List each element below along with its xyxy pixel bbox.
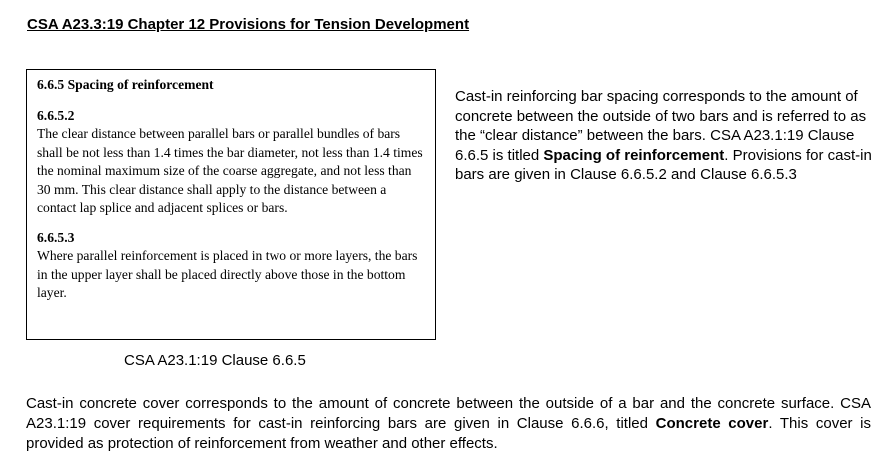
code-excerpt-box xyxy=(26,69,436,340)
code-excerpt-heading: 6.6.5 Spacing of reinforcement xyxy=(37,77,214,92)
spacing-explanation-paragraph xyxy=(455,87,875,185)
page-title: CSA A23.3:19 Chapter 12 Provisions for Tension Development xyxy=(27,16,470,33)
cover-explanation-bold-term: Concrete cover xyxy=(655,415,769,432)
clause-number-6-6-5-3: 6.6.5.3 xyxy=(37,229,75,245)
cover-explanation-text-1: Cast-in concrete cover corresponds to the amount of concrete between the outside of a bar and the concrete surface. CSA A23.1:19 cover requirements for cast-in reinforcing bars are given in Clause 6.6.6, titled xyxy=(26,395,871,432)
cover-explanation-paragraph xyxy=(26,394,871,454)
spacing-explanation-text-1: Cast-in reinforcing bar spacing corresponds to the amount of concrete between the outside of two bars and is referred to as the “clear distance” between the bars. CSA A23.1:19 Clause 6.6.5 is titled xyxy=(455,88,867,164)
clause-text-6-6-5-3: Where parallel reinforcement is placed in two or more layers, the bars in the upper layer shall be placed directly above those in the bottom layer. xyxy=(37,248,418,300)
spacing-explanation-text-2: . Provisions for cast-in bars are given in Clause 6.6.5.2 and Clause 6.6.5.3 xyxy=(455,146,872,183)
cover-explanation-text-2: . This cover is provided as protection of reinforcement from weather and other effects. xyxy=(26,415,871,452)
clause-text-6-6-5-2: The clear distance between parallel bars or parallel bundles of bars shall be not less than 1.4 times the bar diameter, not less than 1.4 times the nominal maximum size of the coarse aggregate, and not less than 30 mm. This clear distance shall apply to the distance between a contact lap splice and adjacent splices or bars. xyxy=(37,126,423,215)
spacing-explanation-bold-term: Spacing of reinforcement xyxy=(543,146,725,164)
code-excerpt-caption: CSA A23.1:19 Clause 6.6.5 xyxy=(124,352,306,369)
clause-number-6-6-5-2: 6.6.5.2 xyxy=(37,107,75,123)
